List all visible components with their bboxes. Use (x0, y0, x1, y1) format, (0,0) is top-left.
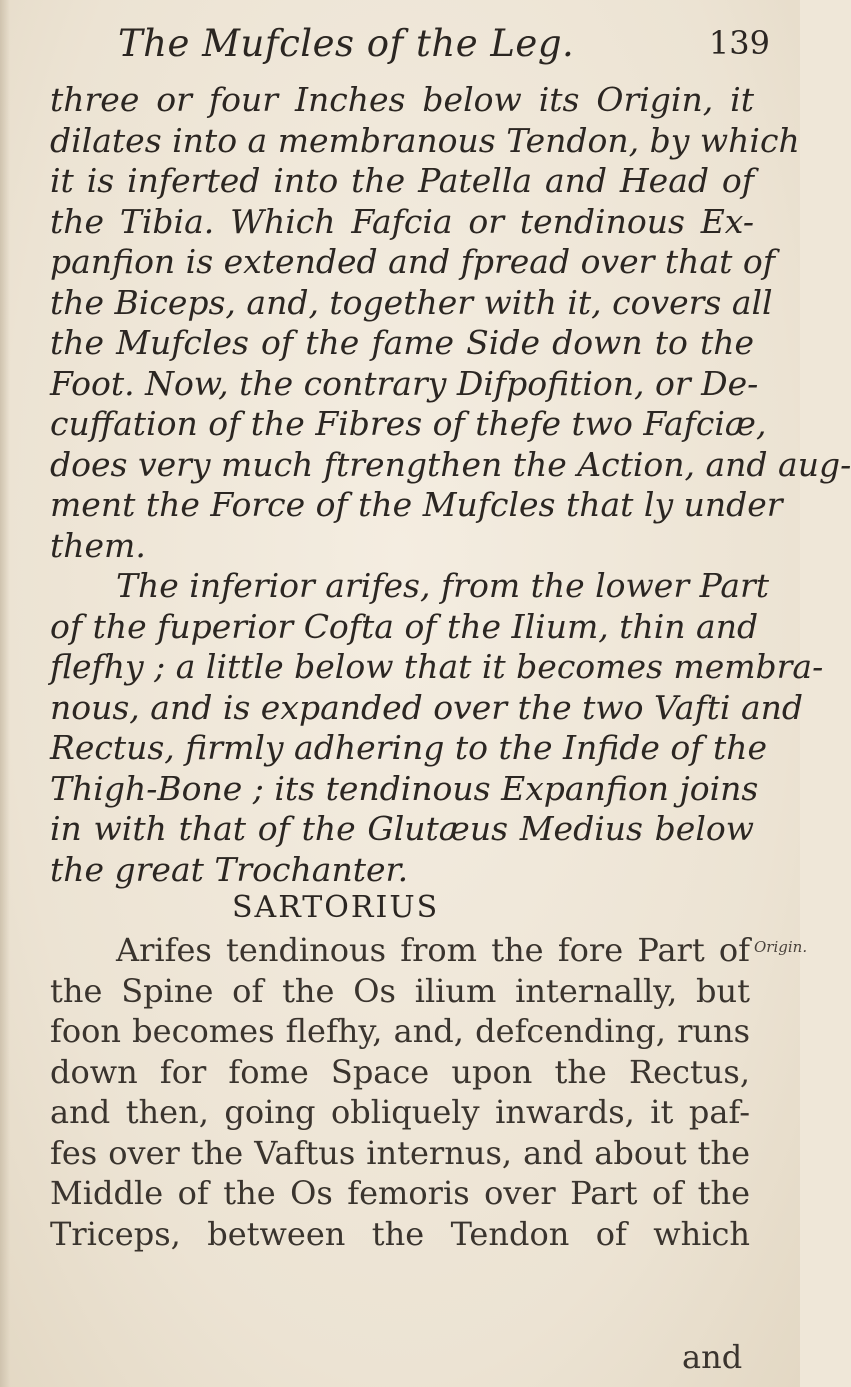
page-header (118, 22, 770, 72)
paragraph-inferior (50, 566, 824, 890)
text-line: the Biceps, and, together with it, covers all (50, 282, 773, 322)
text-line: flefhy ; a little below that it becomes membra- (50, 647, 824, 686)
text-line: cuffation of the Fibres of thefe two Fafciæ, (50, 404, 767, 443)
paragraph-continued (50, 80, 851, 566)
text-line: does very much ftrengthen the Action, and aug- (50, 444, 851, 484)
text-line: and then, going obliquely inwards, it paf- (50, 1093, 750, 1131)
text-line: of the fuperior Cofta of the Ilium, thin and (50, 606, 759, 646)
running-head: The Mufcles of the Leg. (118, 22, 575, 65)
text-line: ment the Force of the Mufcles that ly under (50, 485, 783, 524)
catchword: and (682, 1338, 743, 1376)
text-line: them. (50, 525, 146, 565)
text-line: Triceps, between the Tendon of which (50, 1214, 750, 1253)
text-line: the great Trochanter. (50, 849, 409, 889)
text-line: it is inferted into the Patella and Head of (50, 161, 754, 200)
text-line: the Spine of the Os ilium internally, but (50, 971, 750, 1010)
section-heading: SARTORIUS (232, 890, 440, 925)
page-number: 139 (708, 24, 770, 62)
text-line: Thigh-Bone ; its tendinous Expanfion joins (50, 768, 759, 808)
text-line: dilates into a membranous Tendon, by which (50, 120, 800, 160)
text-line: Middle of the Os femoris over Part of the (50, 1174, 750, 1212)
text-line: down for fome Space upon the Rectus, (50, 1052, 750, 1091)
page-gutter-shadow (0, 0, 10, 1387)
text-line: foon becomes flefhy, and, defcending, runs (50, 1012, 750, 1050)
text-line: Foot. Now, the contrary Difpofition, or De- (50, 363, 759, 403)
text-line: the Tibia. Which Fafcia or tendinous Ex- (50, 201, 754, 241)
text-line: in with that of the Glutæus Medius below (50, 809, 754, 848)
text-line: Rectus, firmly adhering to the Infide of the (50, 728, 768, 767)
paragraph-sartorius (50, 930, 750, 1254)
text-line: Arifes tendinous from the fore Part of (116, 931, 750, 969)
text-line: The inferior arifes, from the lower Part (116, 566, 770, 605)
text-line: the Mufcles of the fame Side down to the (50, 323, 754, 362)
text-line: nous, and is expanded over the two Vafti and (50, 687, 804, 727)
text-line: three or four Inches below its Origin, it (50, 80, 754, 119)
margin-note: Origin. (754, 938, 808, 956)
text-line: fes over the Vaftus internus, and about the (50, 1133, 750, 1172)
text-line: panfion is extended and fpread over that of (50, 242, 775, 281)
